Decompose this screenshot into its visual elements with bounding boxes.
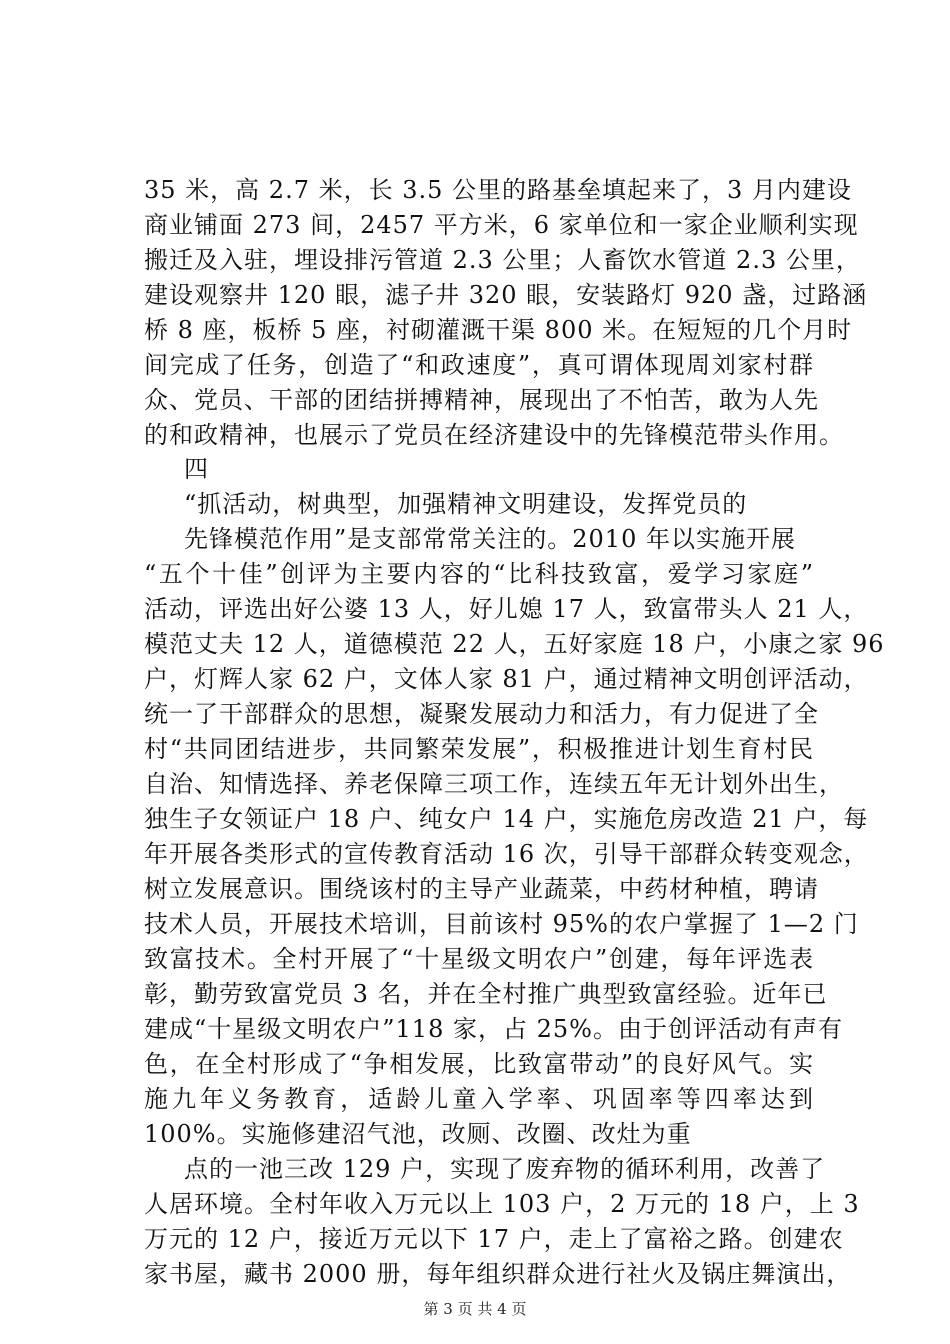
section-heading-line-2: 先锋模范作用”是支部常常关注的。2010 年以实施开展 [184, 525, 796, 553]
text-line: 35 米，高 2.7 米，长 3.5 公里的路基垒填起来了，3 月内建设 [144, 176, 852, 204]
text-line: 家书屋，藏书 2000 册，每年组织群众进行社火及锅庄舞演出， [144, 1260, 852, 1288]
text-line: 致富技术。全村开展了“十星级文明农户”创建，每年评选表 [144, 945, 814, 973]
page-footer: 第 3 页 共 4 页 [423, 1300, 527, 1318]
text-line: 点的一池三改 129 户，实现了废弃物的循环利用，改善了 [184, 1155, 826, 1183]
text-line: 建成“十星级文明农户”118 家，占 25%。由于创评活动有声有 [144, 1015, 843, 1043]
text-line: 建设观察井 120 眼，滤子井 320 眼，安装路灯 920 盏，过路涵 [144, 281, 868, 309]
text-line: 100%。实施修建沼气池，改厕、改圈、改灶为重 [144, 1120, 692, 1148]
text-line: 户，灯辉人家 62 户，文体人家 81 户，通过精神文明创评活动， [144, 665, 869, 693]
text-line: 自治、知情选择、养老保障三项工作，连续五年无计划外出生， [144, 770, 844, 798]
text-line: 独生子女领证户 18 户、纯女户 14 户，实施危房改造 21 户，每 [144, 805, 869, 833]
text-line: 万元的 12 户，接近万元以下 17 户，走上了富裕之路。创建农 [144, 1225, 844, 1253]
text-line: 技术人员，开展技术培训，目前该村 95%的农户掌握了 1—2 门 [144, 910, 859, 938]
text-line: 施九年义务教育，适龄儿童入学率、巩固率等四率达到 [144, 1085, 814, 1113]
text-line: 色，在全村形成了“争相发展，比致富带动”的良好风气。实 [144, 1050, 814, 1078]
text-line: 搬迁及入驻，埋设排污管道 2.3 公里；人畜饮水管道 2.3 公里， [144, 246, 861, 274]
text-line: “五个十佳”创评为主要内容的“比科技致富，爱学习家庭” [144, 560, 814, 588]
text-line: 村“共同团结进步，共同繁荣发展”，积极推进计划生育村民 [144, 735, 814, 763]
section-number: 四 [184, 455, 209, 483]
text-line: 众、党员、干部的团结拼搏精神，展现出了不怕苦，敢为人先 [144, 386, 819, 414]
text-line: 树立发展意识。围绕该村的主导产业蔬菜，中药材种植，聘请 [144, 875, 819, 903]
section-heading-line-1: “抓活动，树典型，加强精神文明建设，发挥党员的 [184, 490, 748, 518]
text-line: 模范丈夫 12 人，道德模范 22 人，五好家庭 18 户，小康之家 96 [144, 630, 885, 658]
text-line: 年开展各类形式的宣传教育活动 16 次，引导干部群众转变观念， [144, 840, 869, 868]
text-line: 活动，评选出好公婆 13 人，好儿媳 17 人，致富带头人 21 人， [144, 595, 869, 623]
text-line: 统一了干部群众的思想，凝聚发展动力和活力，有力促进了全 [144, 700, 819, 728]
text-line: 桥 8 座，板桥 5 座，衬砌灌溉干渠 800 米。在短短的几个月时 [144, 316, 853, 344]
text-line: 的和政精神，也展示了党员在经济建设中的先锋模范带头作用。 [144, 421, 844, 449]
text-line: 间完成了任务，创造了“和政速度”，真可谓体现周刘家村群 [144, 351, 814, 379]
text-line: 商业铺面 273 间，2457 平方米，6 家单位和一家企业顺利实现 [144, 211, 859, 239]
text-line: 人居环境。全村年收入万元以上 103 户，2 万元的 18 户，上 3 [144, 1190, 860, 1218]
text-line: 彰，勤劳致富党员 3 名，并在全村推广典型致富经验。近年已 [144, 980, 828, 1008]
